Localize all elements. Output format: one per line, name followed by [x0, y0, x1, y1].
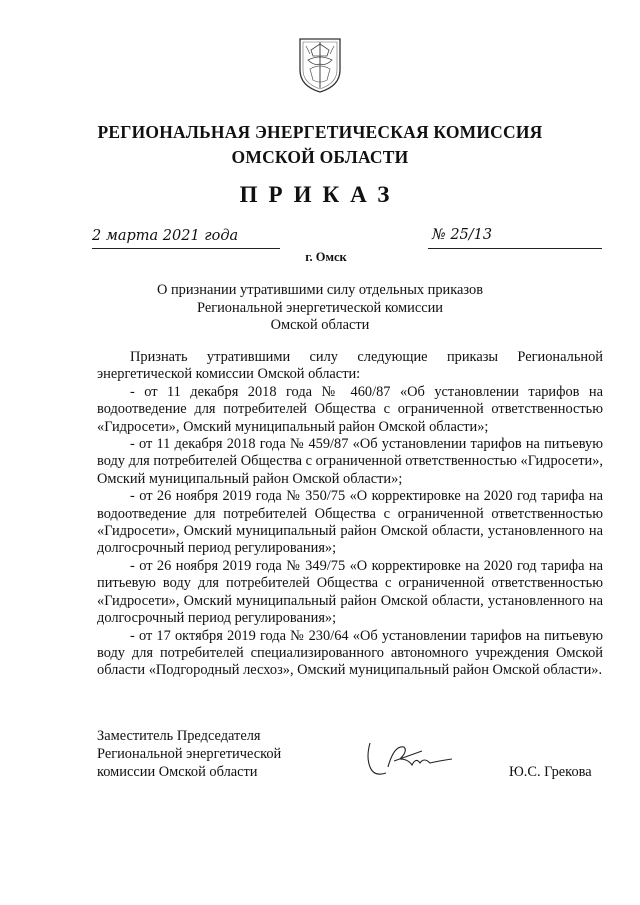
subject-line: Региональной энергетической комиссии: [197, 299, 443, 316]
signatory-title-line: Заместитель Председателя: [97, 728, 261, 744]
subject-line: Омской области: [270, 317, 370, 333]
body-paragraph: Признать утратившими силу следующие приказы Региональной энергетической комиссии Омской области:: [97, 349, 603, 383]
handwritten-order-number: № 25/13: [432, 227, 493, 243]
signatory-title: [97, 727, 281, 781]
omsk-region-coat-of-arms-icon: [296, 36, 344, 94]
body-paragraph: - от 11 декабря 2018 года № 460/87 «Об установлении тарифов на водоотведение для потребителей Общества с ограниченной ответственностью «Гидросети», Омский муниципальный район Омской области»;: [97, 383, 603, 435]
body-paragraph: - от 17 октября 2019 года № 230/64 «Об установлении тарифов на питьевую воду для потребителей специализированного автономного учреждения Омской области «Подгородный лесхоз», Омский муниципальный район Омской области».: [97, 627, 603, 679]
body-paragraph: - от 11 декабря 2018 года № 459/87 «Об установлении тарифов на питьевую воду для потребителей Общества с ограниченной ответственностью «Гидросети», Омский муниципальный район Омской области»;: [97, 436, 603, 487]
number-underline: [428, 248, 602, 249]
order-subject: [0, 282, 640, 335]
signatory-title-line: комиссии Омской области: [97, 764, 258, 780]
signatory-name: Ю.С. Грекова: [509, 764, 592, 780]
document-type-title: ПРИКАЗ: [239, 182, 401, 207]
handwritten-date: 2 марта 2021 года: [92, 228, 239, 244]
date-underline: [92, 248, 280, 249]
body-paragraph: - от 26 ноября 2019 года № 350/75 «О корректировке на 2020 год тарифа на водоотведение для потребителей Общества с ограниченной ответственностью «Гидросети», Омский муниципальный район Омской области, установленного на долгосрочный период регулирования»;: [97, 488, 603, 557]
body-paragraph: - от 26 ноября 2019 года № 349/75 «О корректировке на 2020 год тарифа на питьевую воду для потребителей Общества с ограниченной ответственностью «Гидросети», Омский муниципальный район Омской области, установленного на долгосрочный период регулирования»;: [97, 557, 603, 627]
handwritten-signature: [364, 737, 460, 785]
city-label: г. Омск: [305, 250, 347, 264]
subject-line: О признании утратившими силу отдельных приказов: [156, 282, 484, 298]
organization-name-line2: ОМСКОЙ ОБЛАСТИ: [231, 147, 409, 167]
organization-name-line1: РЕГИОНАЛЬНАЯ ЭНЕРГЕТИЧЕСКАЯ КОМИССИЯ: [97, 122, 543, 142]
order-body: [97, 349, 603, 680]
signatory-title-line: Региональной энергетической: [97, 746, 282, 762]
